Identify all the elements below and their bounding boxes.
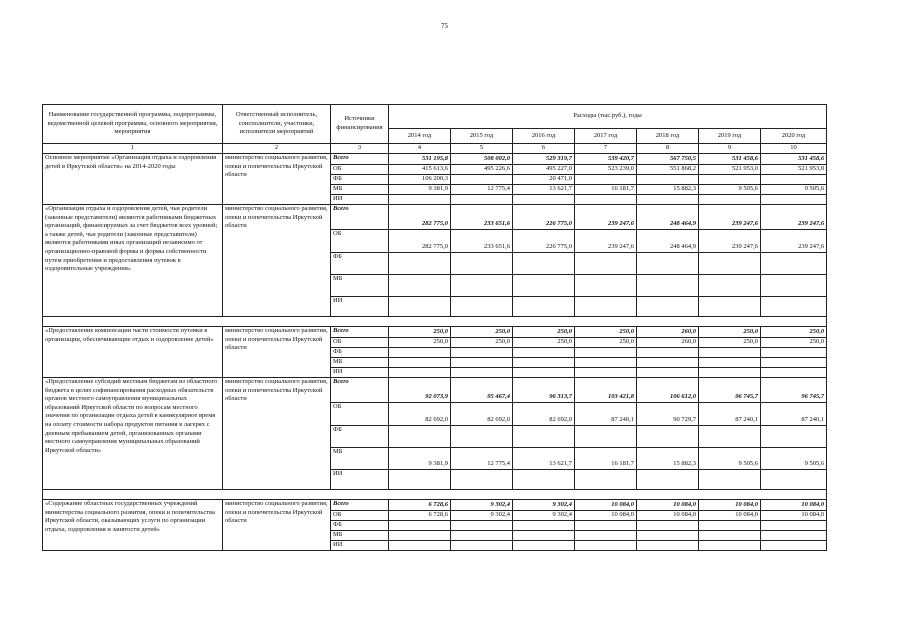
- amount-cell: 90 729,7: [637, 402, 698, 425]
- funding-source-label: Всего: [333, 154, 349, 161]
- year-values: [575, 154, 637, 205]
- amount-cell: [761, 347, 826, 357]
- amount-cell: [451, 296, 512, 316]
- year-values: [637, 500, 699, 551]
- amount-cell: [575, 530, 636, 540]
- amount-cell: [699, 252, 760, 274]
- spacer-row: [43, 490, 827, 500]
- amount-cell: 233 651,6: [451, 229, 512, 252]
- responsible-executor: министерство социального развития, опеки и попечительства Иркутской области: [223, 327, 331, 378]
- amount-cell: [699, 530, 760, 540]
- amount-cell: [513, 469, 574, 489]
- funding-source-label: ИИ: [331, 540, 388, 550]
- amount-cell: 250,0: [619, 328, 634, 336]
- amount-cell: 248 464,9: [670, 220, 696, 228]
- amount-cell: 82 692,0: [513, 402, 574, 425]
- funding-source-label: ОБ: [331, 337, 388, 347]
- amount-cell: [451, 347, 512, 357]
- amount-cell: 9 381,9: [389, 447, 450, 469]
- amount-cell: 250,0: [433, 328, 448, 336]
- amount-cell: [451, 174, 512, 184]
- amount-cell: [761, 296, 826, 316]
- funding-source-label: Всего: [333, 327, 349, 334]
- amount-cell: 529 319,7: [546, 155, 572, 163]
- amount-cell: 250,0: [495, 328, 510, 336]
- amount-cell: 250,0: [761, 337, 826, 347]
- amount-cell: [699, 520, 760, 530]
- amount-cell: [513, 520, 574, 530]
- amount-cell: 260,0: [681, 328, 696, 336]
- funding-source-label: ФБ: [331, 252, 388, 274]
- activity-name: «Предоставление компенсации части стоимости путевки в организации, обеспечивающие отдых и оздоровление детей»: [43, 327, 223, 378]
- amount-cell: 96 745,7: [801, 393, 825, 401]
- year-values: [637, 205, 699, 317]
- amount-cell: 250,0: [557, 328, 572, 336]
- amount-cell: [513, 347, 574, 357]
- year-values: [389, 500, 451, 551]
- amount-cell: 239 247,6: [761, 229, 826, 252]
- year-values: [389, 205, 451, 317]
- year-values: [389, 327, 451, 378]
- header-year: 2020 год: [761, 129, 827, 144]
- header-responsible-column: Ответственный исполнитель, соисполнители, участники, исполнители мероприятий: [223, 105, 331, 144]
- year-values: [699, 327, 761, 378]
- column-number: 2: [223, 144, 331, 154]
- amount-cell: 16 181,7: [575, 184, 636, 194]
- amount-cell: 10 084,0: [637, 510, 698, 520]
- funding-source-label: ОБ: [331, 229, 388, 252]
- amount-cell: [389, 252, 450, 274]
- year-values: [451, 327, 513, 378]
- year-values: [389, 378, 451, 490]
- funding-source-label: ИИ: [331, 194, 388, 204]
- funding-source-label: ОБ: [331, 402, 388, 425]
- header-year: 2019 год: [699, 129, 761, 144]
- amount-cell: 13 621,7: [513, 447, 574, 469]
- amount-cell: [451, 425, 512, 447]
- responsible-executor: министерство социального развития, опеки и попечительства Иркутской области: [223, 205, 331, 317]
- activity-name: «Организация отдыха и оздоровления детей, чьи родители (законные представители) являются работниками бюджетных организаций, финансируемых за счет бюджетов всех уровней; а также детей, чьи родители (законные представители) являются работниками иных организаций независимо от организационно-правовой формы и формы собственности путем приобретения и предоставления путевок в оздоровительные учреждения»: [43, 205, 223, 317]
- amount-cell: [637, 274, 698, 296]
- amount-cell: 9 505,6: [699, 447, 760, 469]
- year-values: [513, 378, 575, 490]
- table-row: [43, 205, 827, 317]
- amount-cell: 82 692,0: [451, 402, 512, 425]
- amount-cell: [699, 469, 760, 489]
- year-values: [451, 378, 513, 490]
- amount-cell: [389, 520, 450, 530]
- amount-cell: [389, 296, 450, 316]
- amount-cell: [575, 174, 636, 184]
- amount-cell: 250,0: [699, 337, 760, 347]
- amount-cell: 567 750,5: [670, 155, 696, 163]
- amount-cell: 12 775,4: [451, 184, 512, 194]
- funding-sources: [331, 327, 389, 378]
- amount-cell: [575, 520, 636, 530]
- amount-cell: [389, 194, 450, 204]
- amount-cell: 9 302,4: [451, 510, 512, 520]
- amount-cell: 9 505,6: [699, 184, 760, 194]
- funding-source-label: ФБ: [331, 174, 388, 184]
- amount-cell: [513, 367, 574, 377]
- amount-cell: [637, 174, 698, 184]
- amount-cell: [451, 274, 512, 296]
- table-row: [43, 327, 827, 378]
- amount-cell: 239 247,6: [608, 220, 634, 228]
- amount-cell: [513, 194, 574, 204]
- column-number: 4: [389, 144, 451, 154]
- amount-cell: [451, 530, 512, 540]
- amount-cell: 539 420,7: [608, 155, 634, 163]
- header-year: 2015 год: [451, 129, 513, 144]
- amount-cell: 12 775,4: [451, 447, 512, 469]
- amount-cell: 95 467,4: [487, 393, 510, 401]
- funding-source-label: ФБ: [331, 347, 388, 357]
- funding-sources: [331, 154, 389, 205]
- amount-cell: [761, 425, 826, 447]
- year-values: [699, 500, 761, 551]
- header-year: 2014 год: [389, 129, 451, 144]
- amount-cell: [389, 530, 450, 540]
- amount-cell: [761, 520, 826, 530]
- funding-sources: [331, 500, 389, 551]
- amount-cell: 531 458,6: [732, 155, 758, 163]
- amount-cell: [637, 540, 698, 550]
- amount-cell: 96 745,7: [735, 393, 758, 401]
- header-year: 2016 год: [513, 129, 575, 144]
- amount-cell: [761, 367, 826, 377]
- amount-cell: [389, 347, 450, 357]
- responsible-executor: министерство социального развития, опеки и попечительства Иркутской области: [223, 500, 331, 551]
- amount-cell: [699, 194, 760, 204]
- amount-cell: [699, 357, 760, 367]
- amount-cell: 10 084,0: [611, 501, 634, 509]
- amount-cell: 9 381,9: [389, 184, 450, 194]
- amount-cell: [699, 274, 760, 296]
- year-values: [575, 327, 637, 378]
- funding-source-label: ОБ: [331, 510, 388, 520]
- header-expenses: Расходы (тыс.руб.), годы: [389, 105, 827, 129]
- header-source-column: Источники финансирования: [331, 105, 389, 144]
- amount-cell: [761, 469, 826, 489]
- amount-cell: [761, 174, 826, 184]
- amount-cell: [761, 194, 826, 204]
- funding-source-label: МБ: [331, 274, 388, 296]
- funding-source-label: МБ: [331, 530, 388, 540]
- amount-cell: [389, 540, 450, 550]
- amount-cell: [637, 194, 698, 204]
- header-year: 2018 год: [637, 129, 699, 144]
- column-number: 10: [761, 144, 827, 154]
- amount-cell: 250,0: [743, 328, 758, 336]
- amount-cell: [637, 520, 698, 530]
- amount-cell: [451, 252, 512, 274]
- amount-cell: [389, 357, 450, 367]
- year-values: [513, 154, 575, 205]
- amount-cell: [451, 367, 512, 377]
- funding-source-label: ИИ: [331, 367, 388, 377]
- table-row: [43, 154, 827, 205]
- funding-sources: [331, 378, 389, 490]
- amount-cell: 250,0: [513, 337, 574, 347]
- amount-cell: 6 728,6: [428, 501, 448, 509]
- amount-cell: 87 240,1: [575, 402, 636, 425]
- amount-cell: 226 775,0: [546, 220, 572, 228]
- amount-cell: [513, 274, 574, 296]
- amount-cell: 9 505,6: [761, 447, 826, 469]
- amount-cell: 415 613,6: [389, 164, 450, 174]
- amount-cell: [575, 357, 636, 367]
- amount-cell: [451, 540, 512, 550]
- amount-cell: 531 458,6: [798, 155, 825, 163]
- amount-cell: [637, 367, 698, 377]
- table-row: [43, 378, 827, 490]
- spacer-row: [43, 317, 827, 327]
- amount-cell: 239 247,6: [798, 220, 825, 228]
- amount-cell: 15 882,3: [637, 447, 698, 469]
- year-values: [513, 327, 575, 378]
- amount-cell: 250,0: [389, 337, 450, 347]
- amount-cell: 521 953,0: [761, 164, 826, 174]
- amount-cell: [575, 540, 636, 550]
- amount-cell: [699, 425, 760, 447]
- funding-source-label: Всего: [333, 378, 349, 385]
- year-values: [761, 500, 827, 551]
- amount-cell: 260,0: [637, 337, 698, 347]
- funding-source-label: МБ: [331, 357, 388, 367]
- column-number: 5: [451, 144, 513, 154]
- amount-cell: [513, 252, 574, 274]
- amount-cell: [637, 296, 698, 316]
- amount-cell: [575, 347, 636, 357]
- amount-cell: 248 464,9: [637, 229, 698, 252]
- year-values: [513, 500, 575, 551]
- responsible-executor: министерство социального развития, опеки и попечительства Иркутской области: [223, 378, 331, 490]
- year-values: [451, 500, 513, 551]
- amount-cell: [389, 274, 450, 296]
- amount-cell: 16 181,7: [575, 447, 636, 469]
- responsible-executor: министерство социального развития, опеки и попечительства Иркутской области: [223, 154, 331, 205]
- amount-cell: [389, 367, 450, 377]
- amount-cell: [637, 357, 698, 367]
- amount-cell: 9 302,4: [513, 510, 574, 520]
- amount-cell: 10 084,0: [735, 501, 758, 509]
- activity-name: «Предоставление субсидий местным бюджетам из областного бюджета в целях софинансирования расходных обязательств органов местного самоуправления муниципальных образований Иркутской области по вопросам местного значения по организации отдыха детей в каникулярное время на оплату стоимости набора продуктов питания в лагерях с дневным пребыванием детей, организованных органами местного самоуправления муниципальных образований Иркутской области»: [43, 378, 223, 490]
- header-year: 2017 год: [575, 129, 637, 144]
- amount-cell: [451, 469, 512, 489]
- amount-cell: [699, 540, 760, 550]
- year-values: [575, 205, 637, 317]
- amount-cell: [513, 530, 574, 540]
- amount-cell: [761, 357, 826, 367]
- amount-cell: 10 084,0: [673, 501, 696, 509]
- amount-cell: 96 313,7: [549, 393, 572, 401]
- amount-cell: [761, 274, 826, 296]
- amount-cell: [761, 530, 826, 540]
- column-number: 6: [513, 144, 575, 154]
- amount-cell: [513, 357, 574, 367]
- amount-cell: 10 084,0: [801, 501, 825, 509]
- amount-cell: [699, 296, 760, 316]
- amount-cell: 523 239,0: [575, 164, 636, 174]
- year-values: [699, 205, 761, 317]
- amount-cell: 531 195,8: [422, 155, 448, 163]
- amount-cell: [699, 174, 760, 184]
- year-values: [451, 154, 513, 205]
- amount-cell: 282 775,0: [422, 220, 448, 228]
- amount-cell: [575, 469, 636, 489]
- year-values: [699, 378, 761, 490]
- amount-cell: [513, 540, 574, 550]
- budget-table: [42, 104, 827, 551]
- amount-cell: 82 692,0: [389, 402, 450, 425]
- column-number: 3: [331, 144, 389, 154]
- year-values: [761, 378, 827, 490]
- amount-cell: 15 882,3: [637, 184, 698, 194]
- amount-cell: 226 775,0: [513, 229, 574, 252]
- year-values: [575, 500, 637, 551]
- amount-cell: 551 868,2: [637, 164, 698, 174]
- year-values: [451, 205, 513, 317]
- funding-source-label: ОБ: [331, 164, 388, 174]
- amount-cell: [513, 425, 574, 447]
- activity-name: Основное мероприятие «Организация отдыха и оздоровления детей в Иркутской области» на 2014-2020 годы: [43, 154, 223, 205]
- amount-cell: 10 084,0: [575, 510, 636, 520]
- column-number: 1: [43, 144, 223, 154]
- amount-cell: 250,0: [451, 337, 512, 347]
- amount-cell: 20 471,0: [513, 174, 574, 184]
- year-values: [637, 154, 699, 205]
- amount-cell: [575, 274, 636, 296]
- funding-source-label: МБ: [331, 184, 388, 194]
- amount-cell: 87 240,1: [761, 402, 826, 425]
- amount-cell: 508 002,0: [484, 155, 510, 163]
- amount-cell: [513, 296, 574, 316]
- amount-cell: 10 084,0: [699, 510, 760, 520]
- amount-cell: [637, 469, 698, 489]
- amount-cell: [637, 347, 698, 357]
- amount-cell: 92 073,9: [425, 393, 448, 401]
- year-values: [637, 378, 699, 490]
- funding-source-label: Всего: [333, 205, 349, 212]
- column-number: 9: [699, 144, 761, 154]
- amount-cell: 9 302,4: [552, 501, 572, 509]
- funding-source-label: МБ: [331, 447, 388, 469]
- activity-name: «Содержание областных государственных учреждений министерства социального развития, опеки и попечительства Иркутской области, оказывающих услуги по организации отдыха, оздоровления и занятости детей»: [43, 500, 223, 551]
- amount-cell: 6 728,6: [389, 510, 450, 520]
- page-number: 75: [441, 22, 448, 30]
- funding-source-label: ИИ: [331, 469, 388, 489]
- amount-cell: 521 953,0: [699, 164, 760, 174]
- funding-source-label: Всего: [333, 500, 349, 507]
- amount-cell: 87 240,1: [699, 402, 760, 425]
- amount-cell: 9 505,6: [761, 184, 826, 194]
- funding-source-label: ФБ: [331, 425, 388, 447]
- amount-cell: 239 247,6: [732, 220, 758, 228]
- column-number: 8: [637, 144, 699, 154]
- amount-cell: 9 302,4: [490, 501, 510, 509]
- amount-cell: [575, 296, 636, 316]
- year-values: [637, 327, 699, 378]
- column-number: 7: [575, 144, 637, 154]
- amount-cell: 282 775,0: [389, 229, 450, 252]
- amount-cell: [451, 357, 512, 367]
- amount-cell: [451, 520, 512, 530]
- year-values: [761, 154, 827, 205]
- year-values: [761, 205, 827, 317]
- amount-cell: 250,0: [575, 337, 636, 347]
- amount-cell: 13 621,7: [513, 184, 574, 194]
- funding-source-label: ФБ: [331, 520, 388, 530]
- amount-cell: [637, 425, 698, 447]
- amount-cell: [699, 347, 760, 357]
- year-values: [513, 205, 575, 317]
- amount-cell: 495 227,0: [513, 164, 574, 174]
- amount-cell: 10 084,0: [761, 510, 826, 520]
- amount-cell: [575, 425, 636, 447]
- amount-cell: 106 200,3: [389, 174, 450, 184]
- amount-cell: [575, 252, 636, 274]
- amount-cell: 250,0: [809, 328, 825, 336]
- amount-cell: [575, 194, 636, 204]
- amount-cell: [451, 194, 512, 204]
- amount-cell: [575, 367, 636, 377]
- year-values: [389, 154, 451, 205]
- amount-cell: [637, 252, 698, 274]
- year-values: [575, 378, 637, 490]
- amount-cell: 106 612,0: [670, 393, 696, 401]
- amount-cell: [389, 469, 450, 489]
- amount-cell: [389, 425, 450, 447]
- amount-cell: 239 247,6: [575, 229, 636, 252]
- amount-cell: 239 247,6: [699, 229, 760, 252]
- year-values: [761, 327, 827, 378]
- amount-cell: 233 651,6: [484, 220, 510, 228]
- amount-cell: [637, 530, 698, 540]
- amount-cell: [699, 367, 760, 377]
- funding-sources: [331, 205, 389, 317]
- amount-cell: 103 421,8: [608, 393, 634, 401]
- amount-cell: 495 226,6: [451, 164, 512, 174]
- year-values: [699, 154, 761, 205]
- amount-cell: [761, 252, 826, 274]
- header-name-column: Наименование государственной программы, подпрограммы, ведомственной целевой программы, основного мероприятия, мероприятия: [43, 105, 223, 144]
- funding-source-label: ИИ: [331, 296, 388, 316]
- amount-cell: [761, 540, 826, 550]
- table-row: [43, 500, 827, 551]
